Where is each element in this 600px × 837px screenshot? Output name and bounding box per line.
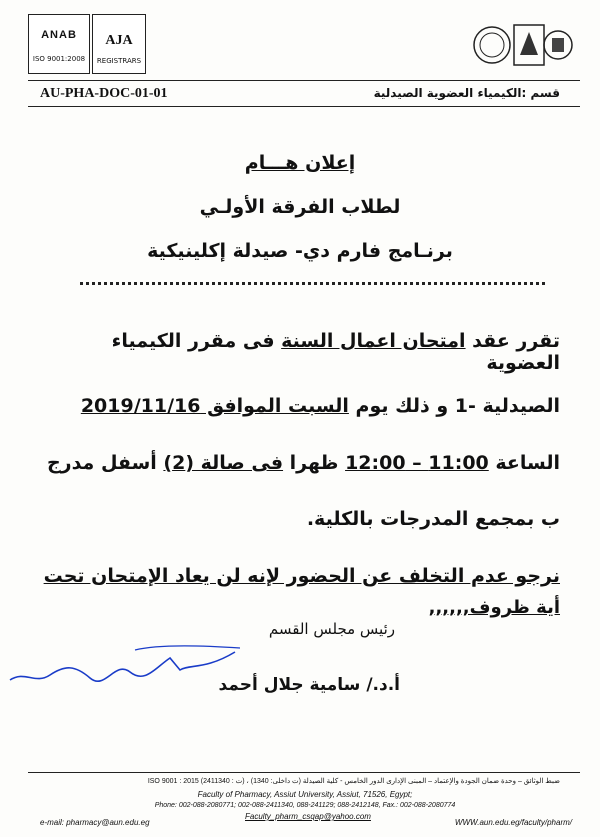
aja-logo (92, 14, 146, 74)
body-exam-time: 11:00 – 12:00 (345, 452, 489, 474)
body-text: فى مقرر الكيمياء العضوية (111, 330, 560, 374)
body-exam-date: السبت الموافق 2019/11/16 (80, 395, 349, 417)
dotted-divider (80, 282, 545, 285)
body-text: ظهرا (283, 452, 346, 474)
announcement-program: برنـامج فارم دي- صيدلة إكلينيكية (147, 240, 453, 262)
aja-logo-sub: REGISTRARS (96, 57, 142, 65)
body-line-3 (40, 452, 560, 474)
signer-name: أ.د./ سامية جلال أحمد (218, 675, 400, 695)
footer-phone: Phone: 002-088-2080771; 002-088-2411340, 088-241129; 088-2412148, Fax.: 002-088-2080774 (154, 802, 456, 809)
body-line-6: أية ظروف,,,,,, (428, 597, 560, 618)
seal-icon (470, 10, 575, 80)
body-text: أسفل مدرج (46, 452, 164, 474)
body-exam-name: امتحان اعمال السنة (281, 330, 466, 352)
footer-address: Faculty of Pharmacy, Assiut University, Assiut, 71526, Egypt; (197, 790, 413, 799)
body-text: تقرر عقد (465, 330, 560, 352)
body-text: الساعة (488, 452, 560, 474)
footer-arabic: ضبط الوثائق – وحدة ضمان الجودة والإعتماد – المبنى الإدارى الدور الخامس - كلية الصيدلة (ت داخلى: 1340) ، (ت : 2411340) ISO 9001 : 2015 (147, 778, 560, 785)
aja-logo-text: AJA (105, 33, 133, 48)
body-text: الصيدلية -1 و ذلك يوم (348, 395, 560, 417)
signature-icon (5, 640, 245, 690)
footer-website[interactable]: WWW.aun.edu.eg/faculty/pharm/ (454, 818, 572, 827)
header-divider (28, 80, 580, 81)
body-line-2 (40, 395, 560, 417)
anab-logo (28, 14, 90, 74)
body-line-4: ب بمجمع المدرجات بالكلية. (306, 508, 560, 530)
announcement-title: إعلان هـــام (244, 152, 356, 174)
university-seals (470, 10, 575, 80)
body-exam-hall: فى صالة (2) (163, 452, 284, 474)
signer-title: رئيس مجلس القسم (268, 620, 395, 638)
body-line-5: نرجو عدم التخلف عن الحضور لإنه لن يعاد الإمتحان تحت (43, 565, 560, 587)
anab-logo-text: ANAB (41, 29, 77, 41)
document-code: AU-PHA-DOC-01-01 (40, 86, 168, 101)
department-name: قسم :الكيمياء العضوية الصيدلية (373, 86, 560, 100)
header-divider-bottom (28, 106, 580, 107)
announcement-audience: لطلاب الفرقة الأولـي (199, 196, 401, 218)
body-line-1 (40, 330, 560, 374)
footer-email[interactable]: e-mail: pharmacy@aun.edu.eg (40, 818, 150, 827)
anab-logo-sub: ISO 9001:2008 (32, 55, 86, 63)
footer-contact-email[interactable]: Faculty_pharm_csqap@yahoo.com (245, 812, 371, 821)
handwritten-signature (5, 640, 245, 694)
footer-divider (28, 772, 580, 773)
